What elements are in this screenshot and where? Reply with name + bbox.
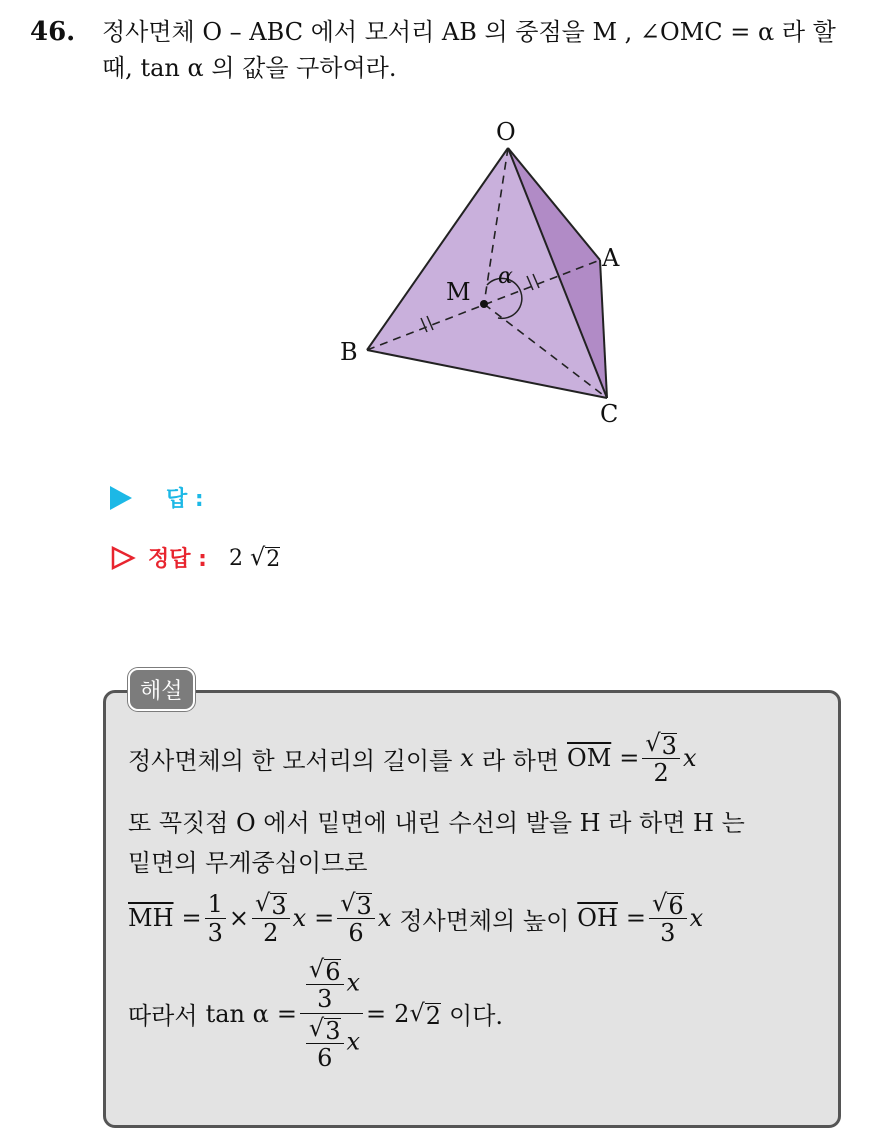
- label-a: A: [602, 244, 620, 272]
- question-text-line1: 정사면체 O – ABC 에서 모서리 AB 의 중점을 M , ∠OMC = α 라 할: [102, 18, 836, 46]
- solution-line-5: 따라서 tan α = √ 6 3 x √ 3 6 x = 2 √ 2 이다.: [128, 955, 504, 1072]
- question-text: [102, 14, 872, 86]
- answer-correct-label: 정답 :: [148, 547, 207, 572]
- tetrahedron-figure: [320, 110, 660, 440]
- outline-triangle-icon: [110, 545, 136, 571]
- question-number: 46.: [30, 17, 76, 47]
- answer-blank-label: 답 :: [166, 487, 204, 512]
- question-text-line2: 때, tan α 의 값을 구하여라.: [102, 54, 397, 82]
- solution-line-3: 밑면의 무게중심이므로: [128, 849, 368, 877]
- answer-blank-row: [110, 482, 204, 513]
- label-m: M: [446, 278, 471, 306]
- solution-line-1: 정사면체의 한 모서리의 길이를 x 라 하면 $\overline{OM}$ = √ 3 2 x: [128, 729, 697, 787]
- solution-line-4: $\overline{MH}$ = $\frac{1}{3}$ × √ 3 2 x = √ 3 6 x 정사면체의 높이 $\overline{OH}$ = √ 6 3 x: [128, 889, 704, 947]
- label-alpha: α: [498, 264, 513, 289]
- solution-box: [103, 690, 841, 1128]
- solution-tag: 해설: [128, 668, 195, 711]
- answer-correct-value: 2 √ 2: [228, 543, 281, 572]
- label-c: C: [600, 400, 619, 428]
- label-b: B: [340, 338, 358, 366]
- label-o: O: [496, 118, 516, 146]
- filled-triangle-icon: [110, 486, 132, 510]
- answer-correct-row: [110, 542, 280, 573]
- solution-line-2: 또 꼭짓점 O 에서 밑면에 내린 수선의 발을 H 라 하면 H 는: [128, 809, 745, 837]
- point-m: [480, 300, 488, 308]
